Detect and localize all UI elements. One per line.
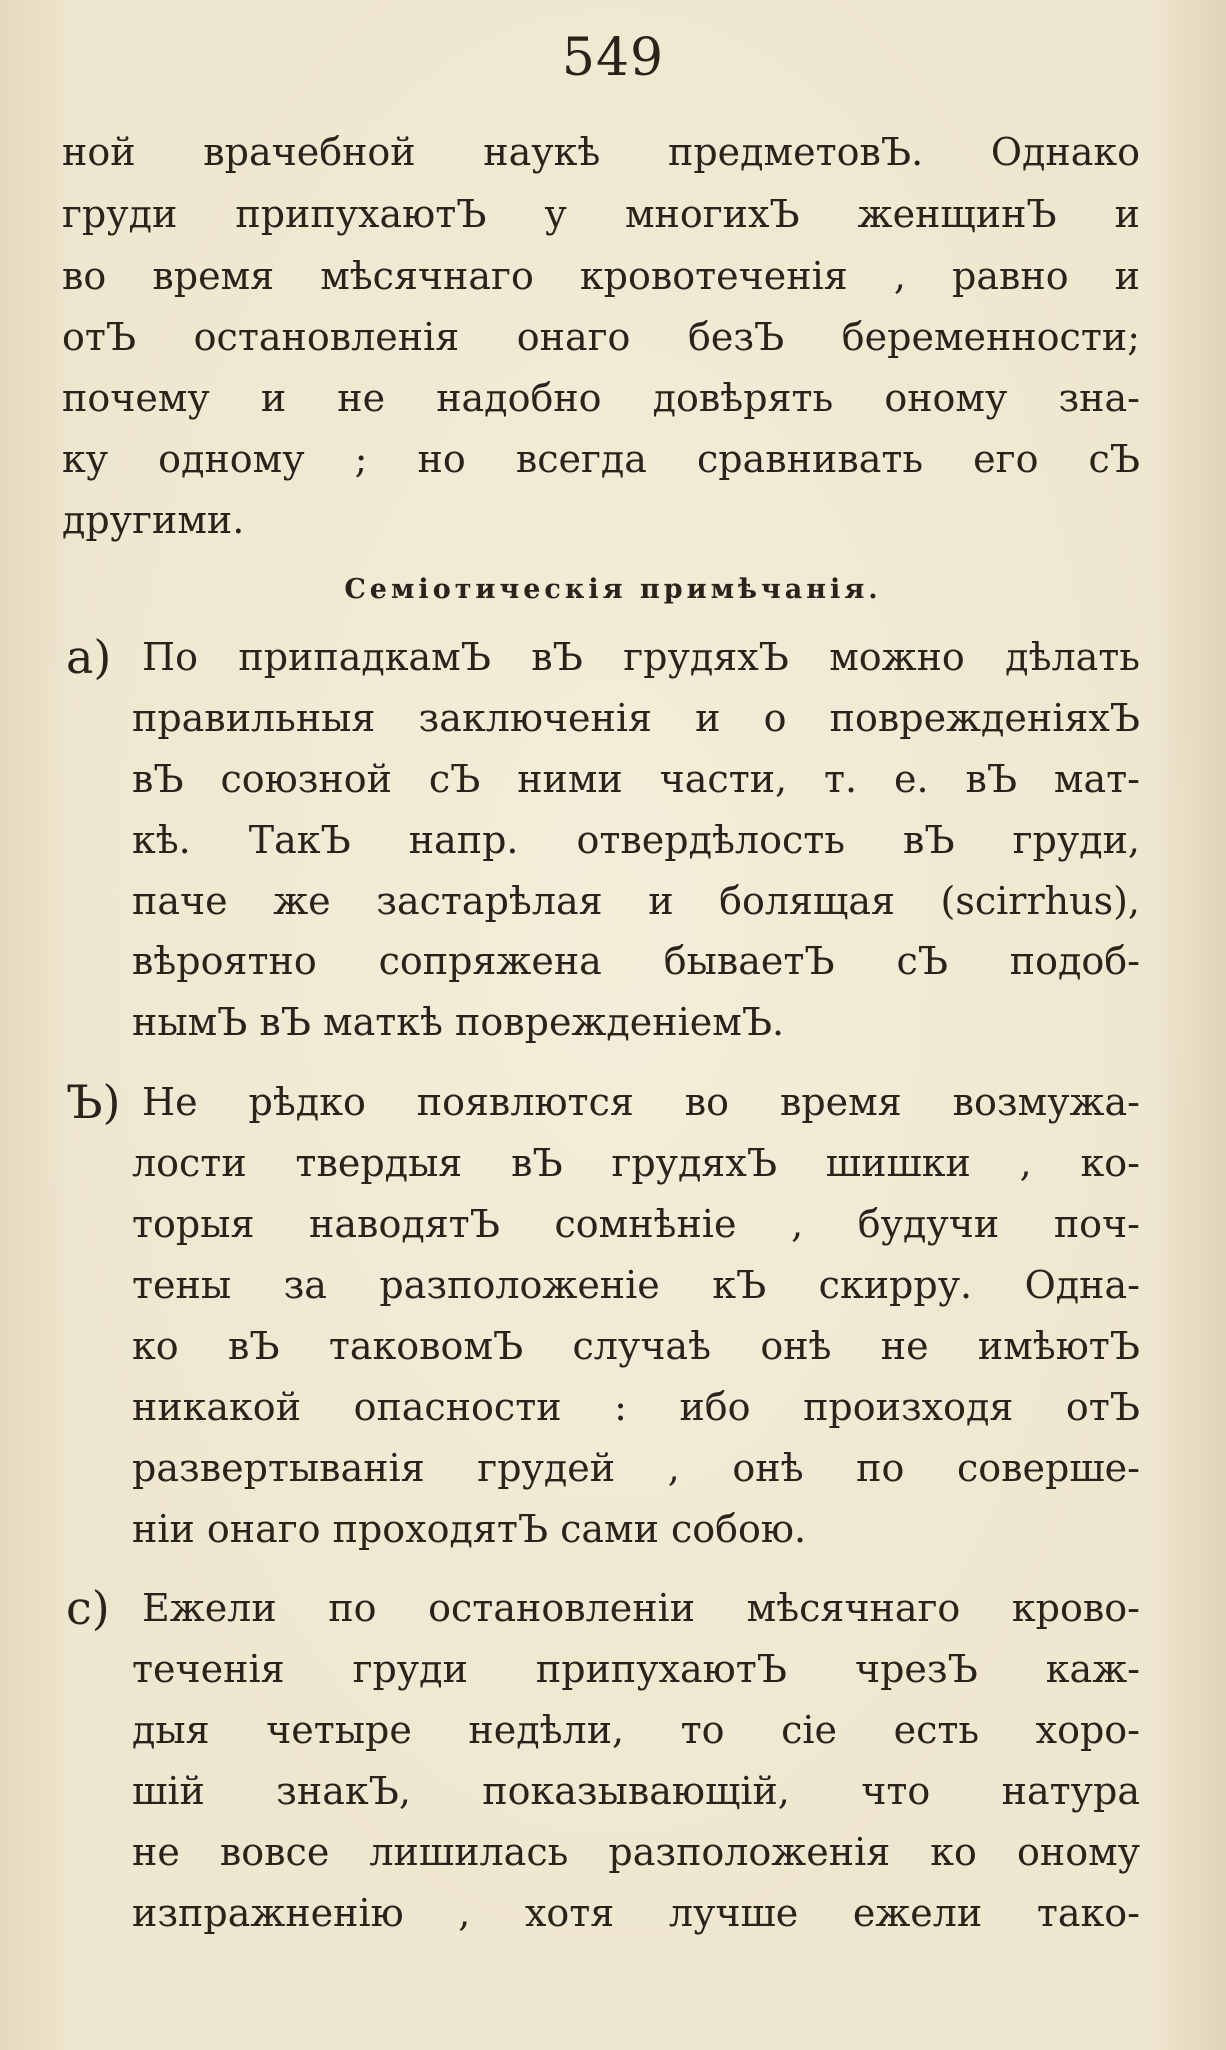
text-line: кѣ. ТакЪ напр. отвердѣлость вЪ груди, — [132, 818, 1140, 862]
note-marker: a) — [66, 630, 112, 684]
text-line: вЪ союзной сЪ ними части, т. е. вЪ мат- — [132, 757, 1140, 801]
text-line: тены за разположеніе кЪ скирру. Одна- — [132, 1263, 1140, 1307]
text-line: шій знакЪ, показывающій, что натура — [132, 1769, 1140, 1813]
text-line: во время мѣсячнаго кровотеченія , равно и — [62, 254, 1140, 298]
text-line: никакой опасности : ибо произходя отЪ — [132, 1385, 1140, 1429]
text-line: ко вЪ таковомЪ случаѣ онѣ не имѣютЪ — [132, 1324, 1140, 1368]
text-line: По припадкамЪ вЪ грудяхЪ можно дѣлать — [142, 635, 1140, 679]
text-line: Не рѣдко появлются во время возмужа- — [142, 1080, 1140, 1124]
text-line: дыя четыре недѣли, то сіе есть хоро- — [132, 1708, 1140, 1752]
text-line: изпражненію , хотя лучше ежели тако- — [132, 1891, 1140, 1935]
text-line: нымЪ вЪ маткѣ поврежденіемЪ. — [132, 1000, 785, 1044]
note-marker: c) — [66, 1581, 110, 1635]
text-line: почему и не надобно довѣрять оному зна- — [62, 376, 1140, 420]
text-line: другими. — [62, 498, 245, 542]
text-line: торыя наводятЪ сомнѣніе , будучи поч- — [132, 1202, 1140, 1246]
text-line: ной врачебной наукѣ предметовЪ. Однако — [62, 130, 1140, 174]
text-line: Ежели по остановленіи мѣсячнаго крово- — [142, 1586, 1140, 1630]
section-heading: Семіотическія примѣчанія. — [344, 574, 882, 605]
text-line: развертыванія грудей , онѣ по соверше- — [132, 1446, 1140, 1490]
note-marker: Ъ) — [66, 1075, 121, 1129]
text-line: теченія груди припухаютЪ чрезЪ каж- — [132, 1647, 1140, 1691]
text-line: ніи онаго проходятЪ сами собою. — [132, 1507, 807, 1551]
text-line: правильныя заключенія и о поврежденіяхЪ — [132, 696, 1140, 740]
text-line: отЪ остановленія онаго безЪ беременности; — [62, 315, 1140, 359]
text-line: паче же застарѣлая и болящая (scirrhus), — [132, 879, 1140, 923]
text-line: не вовсе лишилась разположенія ко оному — [132, 1830, 1140, 1874]
text-line: груди припухаютЪ у многихЪ женщинЪ и — [62, 192, 1140, 236]
text-line: ку одному ; но всегда сравнивать его сЪ — [62, 437, 1140, 481]
text-line: вѣроятно сопряжена бываетЪ сЪ подоб- — [132, 939, 1140, 983]
text-line: лости твердыя вЪ грудяхЪ шишки , ко- — [132, 1141, 1140, 1185]
page-number: 549 — [561, 28, 665, 88]
